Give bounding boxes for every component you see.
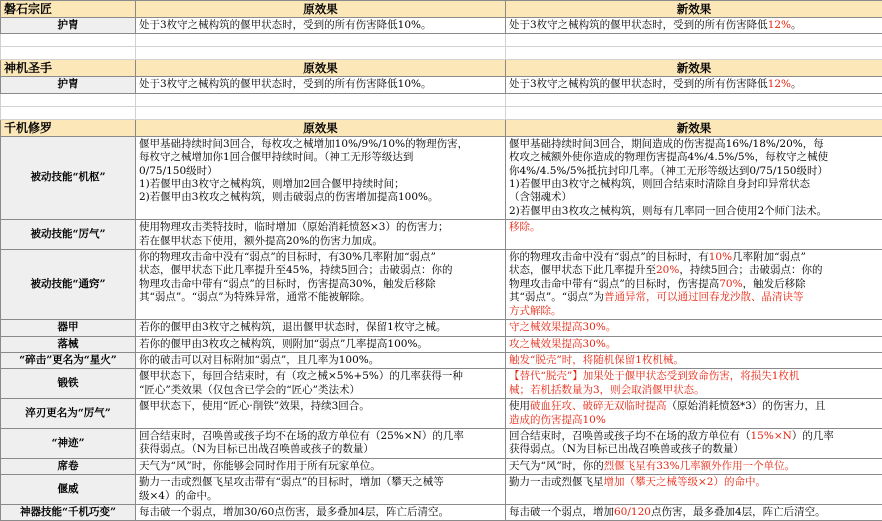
skill-name: 淬刃更名为“厉气”: [1, 399, 136, 429]
old-effect-header: 原效果: [136, 60, 506, 77]
spacer-row: [1, 34, 882, 47]
text-line: [509, 430, 879, 443]
text-line: [509, 138, 879, 151]
text-line: 勤力一击或烈偃飞星攻击带有“弱点”的目标时，增加（攀天之械等: [139, 476, 502, 489]
text-line: [509, 460, 879, 473]
old-effect-header: 原效果: [136, 119, 506, 136]
text-line: 处于3枚守之械构筑的偃甲状态时，受到的所有伤害降低10%。: [139, 78, 502, 91]
text-run: 你4%/4.5%/5%抵抗封印几率。（神工无形等级达到0/75/150级时）: [509, 165, 828, 177]
text-line: [509, 278, 879, 291]
text-line: 级×4）的命中。: [139, 490, 502, 503]
text-run: ，触发后移除: [743, 278, 806, 290]
old-effect: [136, 77, 506, 93]
changed-value: 普通异常，可以通过回春龙沙散、晶清诀等: [604, 291, 804, 303]
new-effect: [506, 336, 882, 352]
changed-value: 方式解除。: [509, 305, 562, 317]
text-line: 状态，偃甲状态下此几率提升至45%，持续5回合；击破弱点：你的: [139, 264, 502, 277]
spacer-cell: [1, 34, 136, 47]
skill-name: “碎击”更名为“星火”: [1, 352, 136, 368]
text-line: 偃甲状态下，每回合结束时，有（攻之械×5%+5%）的几率获得一种: [139, 370, 502, 383]
skill-name: 被动技能“机枢”: [1, 136, 136, 219]
skill-row[interactable]: [1, 458, 882, 474]
text-line: 若你的偃甲由3枚攻之械构筑，则附加“弱点”几率提高100%。: [139, 338, 502, 351]
text-line: 获得弱点。（N为目标已出战召唤兽或孩子的数量）: [139, 443, 502, 456]
text-line: [509, 191, 879, 204]
spacer-cell: [136, 106, 506, 119]
skill-row[interactable]: [1, 336, 882, 352]
new-effect: [506, 136, 882, 219]
text-run: 几率附加“弱点”: [732, 251, 806, 263]
text-line: [509, 221, 879, 234]
spacer-cell: [506, 106, 882, 119]
changed-value: 60/120: [614, 506, 651, 518]
skill-name: 锻铁: [1, 369, 136, 399]
new-effect: [506, 352, 882, 368]
skill-name: 被动技能“通窍”: [1, 250, 136, 320]
section-header-row: [1, 60, 882, 77]
section-name: 磐石宗匠: [1, 1, 136, 18]
text-run: 点伤害，最多叠加4层，阵亡后清空。: [651, 506, 826, 518]
text-run: 触发“脱壳”时，将随机保留1枚机械。: [509, 354, 684, 366]
text-run: 1)若偃甲由3枚守之械构筑，则回合结束时清除自身封印异常状态: [509, 178, 810, 190]
text-line: 物理攻击命中带有“弱点”的目标时，伤害提高30%，触发后移除: [139, 278, 502, 291]
skill-name: “神迹”: [1, 428, 136, 458]
spacer-cell: [136, 93, 506, 106]
skill-row[interactable]: [1, 250, 882, 320]
text-line: [509, 291, 879, 304]
text-line: [509, 205, 879, 218]
text-line: 2)若偃甲由3枚攻之械构筑，则击破弱点的伤害增加提高100%。: [139, 191, 502, 204]
skill-name: 偃威: [1, 475, 136, 505]
changed-value: 造成的伤害提高10%: [509, 414, 606, 426]
text-line: [509, 506, 879, 519]
skill-name: 落械: [1, 336, 136, 352]
changed-value: 20%: [656, 264, 679, 276]
section-header-row: [1, 119, 882, 136]
spacer-cell: [136, 34, 506, 47]
spacer-row: [1, 106, 882, 119]
text-line: 每枚守之械增加你1回合偃甲持续时间。（神工无形等级达到: [139, 151, 502, 164]
text-line: 你的物理攻击命中没有“弱点”的目标时，有30%几率附加“弱点”: [139, 251, 502, 264]
text-line: [509, 178, 879, 191]
changed-value: 破血狂攻、破碎无双临时提高: [530, 400, 667, 412]
text-run: 使用: [509, 400, 530, 412]
spacer-cell: [1, 47, 136, 60]
new-effect: [506, 369, 882, 399]
new-effect: [506, 220, 882, 250]
spacer-cell: [1, 106, 136, 119]
text-run: 处于3枚守之械构筑的偃甲状态时，受到的所有伤害降低: [509, 78, 768, 90]
text-run: 械；若机括数量为3，则会取消偃甲状态。: [509, 384, 705, 396]
text-line: 你的破击可以对目标附加“弱点”，且几率为100%。: [139, 354, 502, 367]
text-run: 回合结束时，召唤兽或孩子均不在场的敌方单位有（: [509, 430, 751, 442]
text-line: 偃甲基础持续时间3回合，每枚攻之械增加10%/9%/10%的物理伤害，: [139, 138, 502, 151]
new-effect: [506, 320, 882, 336]
old-effect: [136, 220, 506, 250]
text-line: [509, 251, 879, 264]
text-run: 天气为“风”时，你的: [509, 460, 604, 472]
spacer-cell: [506, 93, 882, 106]
text-run: 守之械效果提高30%。: [509, 321, 616, 333]
text-line: 处于3枚守之械构筑的偃甲状态时，受到的所有伤害降低10%。: [139, 19, 502, 32]
skill-row[interactable]: [1, 77, 882, 93]
text-line: [509, 78, 879, 91]
new-effect-header: 新效果: [506, 1, 882, 18]
spacer-row: [1, 93, 882, 106]
text-line: [509, 165, 879, 178]
old-effect: [136, 250, 506, 320]
old-effect: [136, 504, 506, 520]
text-line: [509, 443, 879, 456]
skill-name: 护胄: [1, 77, 136, 93]
old-effect: [136, 458, 506, 474]
text-line: [509, 400, 879, 413]
text-line: 0/75/150级时）: [139, 165, 502, 178]
changed-value: 70%: [719, 278, 742, 290]
old-effect: [136, 428, 506, 458]
text-line: [509, 370, 879, 383]
text-line: [509, 414, 879, 427]
skill-row[interactable]: [1, 18, 882, 34]
text-run: 。: [791, 78, 802, 90]
changed-value: 12%: [768, 78, 791, 90]
text-line: [509, 264, 879, 277]
text-run: 【替代“脱壳”】加果处于偃甲状态受到致命伤害，将损失1枚机: [509, 370, 799, 382]
old-effect: [136, 399, 506, 429]
text-line: [509, 321, 879, 334]
text-line: [509, 476, 879, 489]
new-effect: [506, 250, 882, 320]
text-line: 每击破一个弱点，增加30/60点伤害，最多叠加4层，阵亡后清空。: [139, 506, 502, 519]
new-effect-header: 新效果: [506, 60, 882, 77]
old-effect: [136, 136, 506, 219]
skill-row[interactable]: [1, 369, 882, 399]
section-name: 神机圣手: [1, 60, 136, 77]
old-effect: [136, 320, 506, 336]
skill-row[interactable]: [1, 136, 882, 219]
new-effect: [506, 77, 882, 93]
text-run: 2)若偃甲由3枚攻之械构筑，则每有几率同一回合使用2个师门法术。: [509, 205, 827, 217]
text-line: 偃甲状态下，使用“匠心·削铁”效果，持续3回合。: [139, 400, 502, 413]
new-effect: [506, 504, 882, 520]
text-run: （原始消耗愤怒*3）的伤害力，且: [667, 400, 826, 412]
skill-name: 被动技能“厉气”: [1, 220, 136, 250]
new-effect: [506, 18, 882, 34]
text-run: 攻之械效果提高30%。: [509, 338, 616, 350]
text-line: 若在偃甲状态下使用，额外提高20%的伤害力加成。: [139, 235, 502, 248]
text-run: 状态，偃甲状态下此几率提升至: [509, 264, 656, 276]
new-effect: [506, 458, 882, 474]
skill-name: 神器技能“千机巧变”: [1, 504, 136, 520]
spacer-cell: [136, 47, 506, 60]
text-run: ）的几率: [792, 430, 834, 442]
text-run: 。: [791, 19, 802, 31]
text-line: [509, 384, 879, 397]
text-line: [509, 354, 879, 367]
text-run: 物理攻击命中带有“弱点”的目标时，伤害提高: [509, 278, 719, 290]
old-effect: [136, 369, 506, 399]
text-run: 每击破一个弱点，增加: [509, 506, 614, 518]
text-line: 使用物理攻击类特技时，临时增加（原始消耗愤怒×3）的伤害力；: [139, 221, 502, 234]
skill-row[interactable]: [1, 352, 882, 368]
skill-row[interactable]: [1, 399, 882, 429]
text-line: 若你的偃甲由3枚守之械构筑，退出偃甲状态时，保留1枚守之械。: [139, 321, 502, 334]
text-run: 其“弱点”。“弱点”为: [509, 291, 604, 303]
spacer-cell: [506, 47, 882, 60]
text-run: 处于3枚守之械构筑的偃甲状态时，受到的所有伤害降低: [509, 19, 768, 31]
text-run: 移除。: [509, 221, 541, 233]
text-run: （含翎魂术）: [509, 191, 572, 203]
skill-name: 器甲: [1, 320, 136, 336]
spacer-cell: [1, 93, 136, 106]
spacer-cell: [506, 34, 882, 47]
text-line: [509, 151, 879, 164]
text-run: 勤力一击或烈偃飞星: [509, 476, 604, 488]
changed-value: 烈偃飞星有33%几率额外作用一个单位。: [604, 460, 795, 472]
text-line: 天气为“风”时，你能够会同时作用于所有玩家单位。: [139, 460, 502, 473]
changed-value: 10%: [709, 251, 732, 263]
section-name: 千机修罗: [1, 119, 136, 136]
text-line: [509, 19, 879, 32]
new-effect-header: 新效果: [506, 119, 882, 136]
changed-value: 12%: [768, 19, 791, 31]
new-effect: [506, 399, 882, 429]
changed-value: 增加（攀天之械等级×2）的命中。: [604, 476, 766, 488]
text-line: 回合结束时，召唤兽或孩子均不在场的敌方单位有（25%×N）的几率: [139, 430, 502, 443]
text-line: [509, 305, 879, 318]
skill-row[interactable]: [1, 220, 882, 250]
new-effect: [506, 428, 882, 458]
spacer-row: [1, 47, 882, 60]
skill-row[interactable]: [1, 504, 882, 520]
text-run: 枚攻之械额外使你造成的物理伤害提高4%/4.5%/5%，每枚守之械使: [509, 151, 828, 163]
skill-name: 护胄: [1, 18, 136, 34]
skill-row[interactable]: [1, 320, 882, 336]
text-line: 1)若偃甲由3枚守之械构筑，则增加2回合偃甲持续时间；: [139, 178, 502, 191]
section-header-row: [1, 1, 882, 18]
old-effect: [136, 336, 506, 352]
skill-row[interactable]: [1, 428, 882, 458]
text-line: [509, 338, 879, 351]
text-run: ，持续5回合；击破弱点：你的: [679, 264, 822, 276]
text-line: “匠心”类效果（仅包含已学会的“匠心”类法术）: [139, 384, 502, 397]
text-run: 你的物理攻击命中没有“弱点”的目标时，有: [509, 251, 709, 263]
text-run: 偃甲基础持续时间3回合，期间造成的伤害提高16%/18%/20%，每: [509, 138, 824, 150]
old-effect-header: 原效果: [136, 1, 506, 18]
old-effect: [136, 352, 506, 368]
skill-name: 席卷: [1, 458, 136, 474]
old-effect: [136, 18, 506, 34]
text-line: 其“弱点”。“弱点”为特殊异常，通常不能被解除。: [139, 291, 502, 304]
changed-value: 15%×N: [751, 430, 792, 442]
text-run: 获得弱点。（N为目标已出战召唤兽或孩子的数量）: [509, 443, 744, 455]
